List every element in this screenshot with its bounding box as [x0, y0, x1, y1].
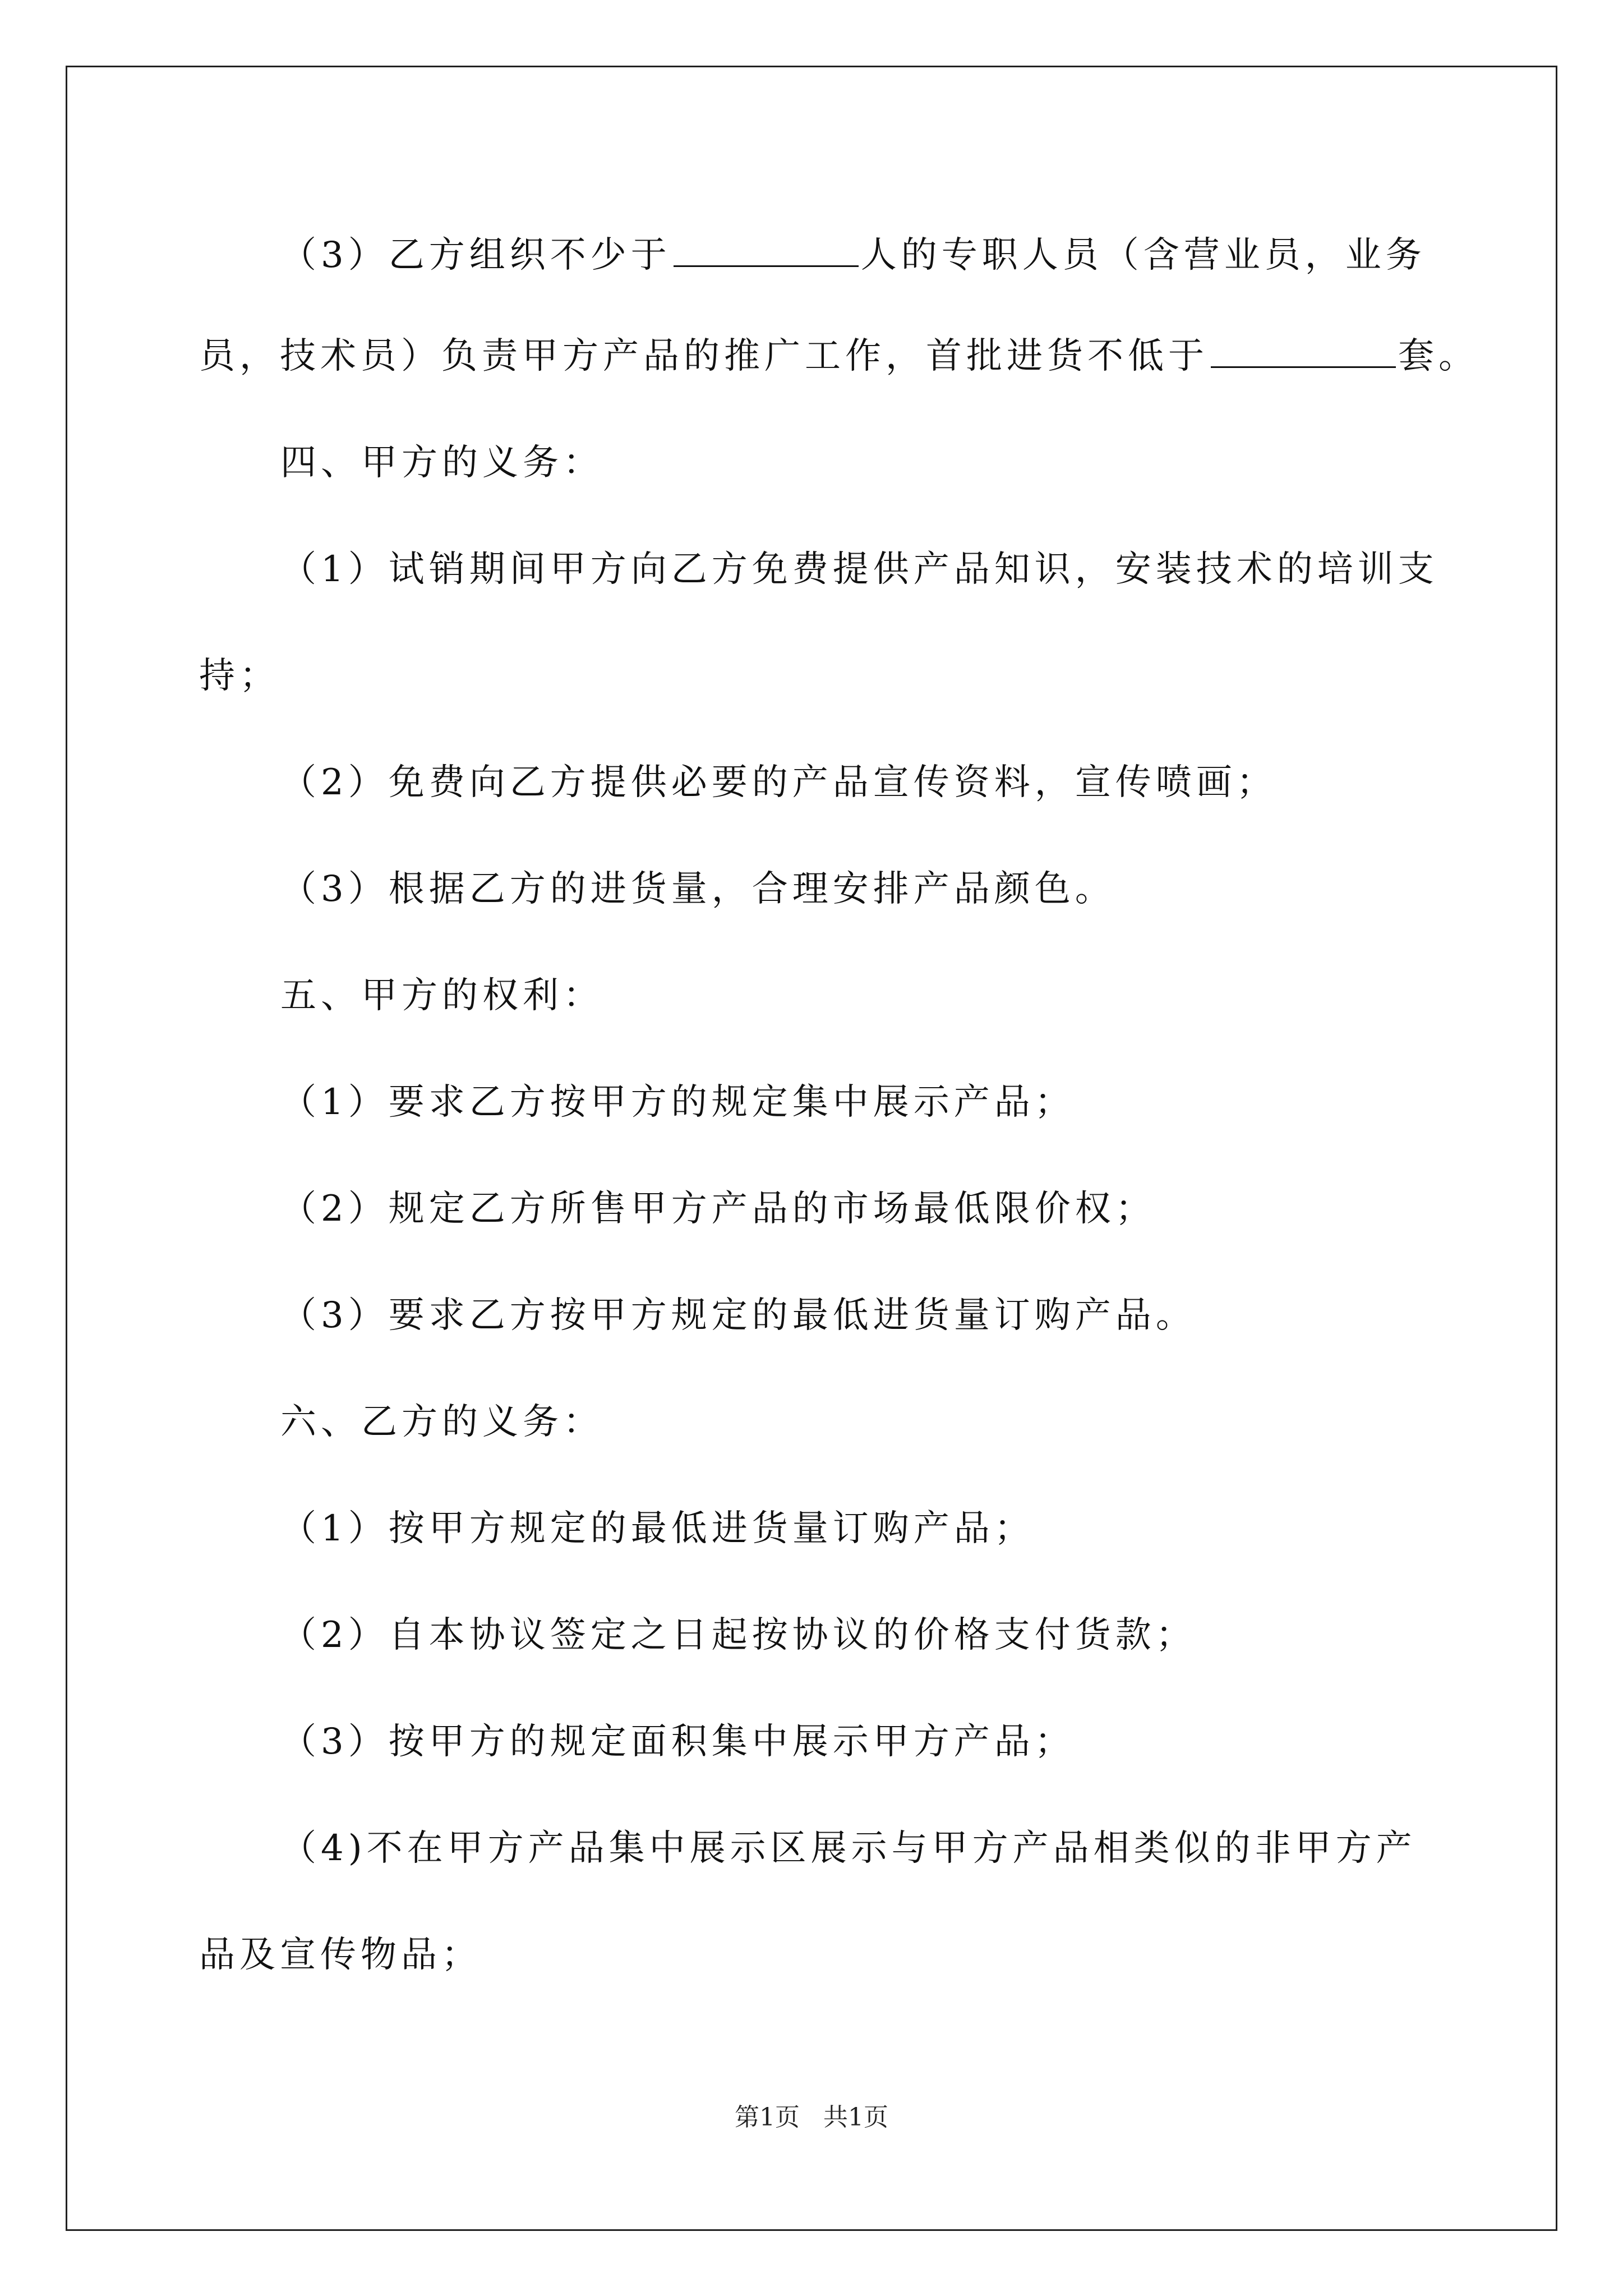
page-border — [66, 66, 1557, 2231]
section-heading-5: 五、甲方的权利： — [280, 975, 603, 1016]
paragraph-6-1: （1）按甲方规定的最低进货量订购产品； — [280, 1508, 1035, 1549]
paragraph-2-text-a: 员，技术员）负责甲方产品的推广工作，首批进货不低于 — [199, 335, 1209, 377]
paragraph-6-4-cont: 品及宣传物品； — [199, 1934, 482, 1976]
paragraph-4-3: （3）根据乙方的进货量，合理安排产品颜色。 — [280, 868, 1115, 910]
paragraph-4-1: （1）试销期间甲方向乙方免费提供产品知识，安装技术的培训支 — [280, 549, 1438, 590]
section-heading-6: 六、乙方的义务： — [280, 1401, 603, 1443]
fill-blank-staff-count[interactable] — [674, 232, 859, 267]
paragraph-1-text-b: 人的专职人员（含营业员，业务 — [860, 234, 1426, 276]
page-number: 第1页 — [735, 2103, 800, 2132]
paragraph-6-2: （2）自本协议签定之日起按协议的价格支付货款； — [280, 1614, 1196, 1656]
section-heading-4: 四、甲方的义务： — [280, 442, 603, 484]
fill-blank-first-order[interactable] — [1211, 333, 1396, 368]
paragraph-2-text-b: 套。 — [1398, 335, 1479, 377]
paragraph-5-2: （2）规定乙方所售甲方产品的市场最低限价权； — [280, 1188, 1156, 1230]
paragraph-6-3: （3）按甲方的规定面积集中展示甲方产品； — [280, 1721, 1075, 1763]
paragraph-2 — [199, 328, 1479, 384]
paragraph-5-1: （1）要求乙方按甲方的规定集中展示产品； — [280, 1082, 1075, 1123]
paragraph-4-1-cont: 持； — [199, 655, 280, 697]
page-footer — [0, 2101, 1623, 2134]
page-total: 共1页 — [823, 2103, 888, 2132]
paragraph-4-2: （2）免费向乙方提供必要的产品宣传资料，宣传喷画； — [280, 762, 1277, 803]
paragraph-6-4: （4)不在甲方产品集中展示区展示与甲方产品相类似的非甲方产 — [280, 1828, 1417, 1869]
paragraph-1 — [280, 227, 1426, 283]
paragraph-5-3: （3）要求乙方按甲方规定的最低进货量订购产品。 — [280, 1295, 1196, 1336]
paragraph-1-text-a: （3）乙方组织不少于 — [280, 234, 671, 276]
